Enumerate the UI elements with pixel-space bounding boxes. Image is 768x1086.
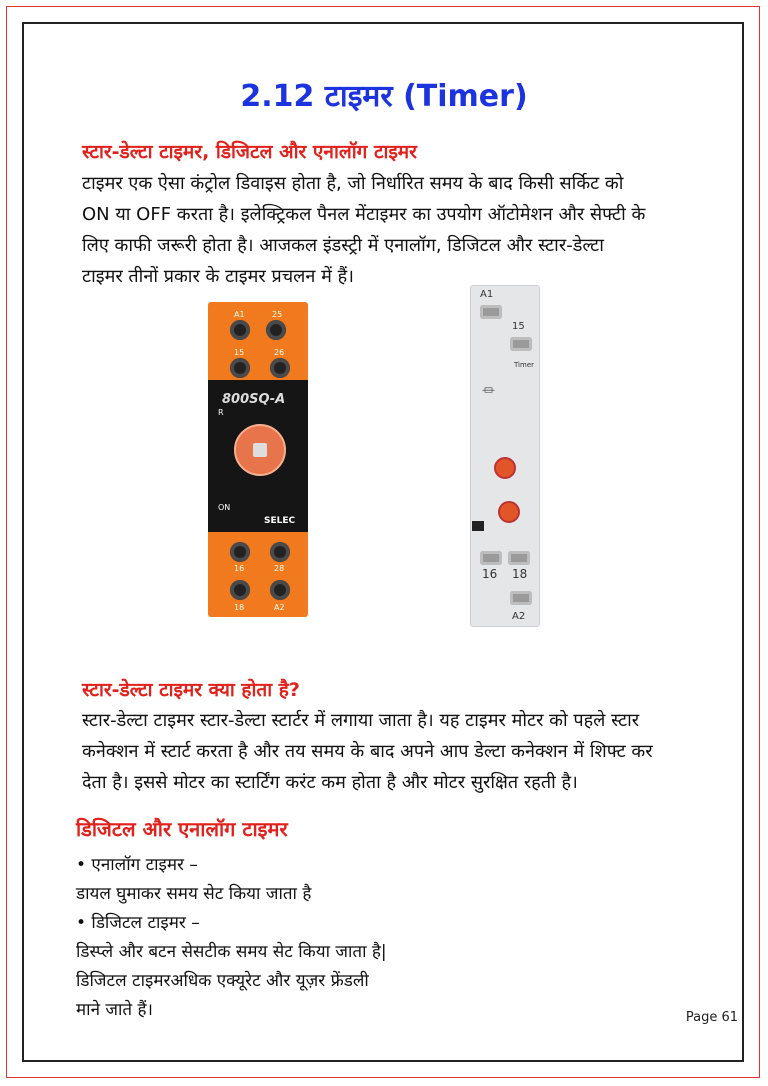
model-label: 800SQ-A: [222, 392, 286, 407]
terminal-screw: [270, 358, 290, 378]
page-number: Page 61: [685, 1010, 738, 1025]
terminal-label: 25: [272, 310, 283, 319]
terminal-screw: [480, 305, 502, 319]
terminal-screw: [508, 551, 530, 565]
terminal-label: 18: [234, 603, 245, 612]
terminal-label: 16: [482, 567, 498, 581]
terminal-label: A2: [512, 611, 526, 622]
text-line: टाइमर तीनों प्रकार के टाइमर प्रचलन में हैं।: [82, 266, 354, 287]
terminal-screw: [230, 320, 250, 340]
terminal-screw: [480, 551, 502, 565]
page-title: 2.12 टाइमर (Timer): [240, 79, 528, 114]
text-line: टाइमर एक ऐसा कंट्रोल डिवाइस होता है, जो निर्धारित समय के बाद किसी सर्किट को: [82, 173, 624, 194]
set-knob: [498, 501, 520, 523]
terminal-label: A1: [480, 289, 494, 300]
terminal-label: 28: [274, 564, 285, 573]
time-dial: [234, 424, 286, 476]
terminal-label: 15: [512, 321, 525, 332]
text-line: लिए काफी जरूरी होता है। आजकल इंडस्ट्री में एनालॉग, डिजिटल और स्टार-डेल्टा: [82, 235, 604, 256]
list-line: माने जाते हैं।: [76, 1000, 153, 1020]
star-delta-paragraph: [82, 705, 712, 798]
brand-logo: [472, 521, 484, 531]
list-line: डिस्प्ले और बटन सेसटीक समय सेट किया जाता है|: [76, 942, 387, 962]
terminal-label: 26: [274, 348, 285, 357]
text-line: कनेक्शन में स्टार्ट करता है और तय समय के बाद अपने आप डेल्टा कनेक्शन में शिफ्ट कर: [82, 741, 653, 762]
terminal-screw: [510, 591, 532, 605]
brand-label: SELEC: [264, 516, 296, 526]
intro-paragraph: [82, 168, 712, 292]
text-line: देता है। इससे मोटर का स्टार्टिंग करंट कम होता है और मोटर सुरक्षित रहती है।: [82, 772, 578, 793]
terminal-screw: [266, 320, 286, 340]
din-rail-timer-image: [470, 285, 540, 627]
list-line: डिजिटल टाइमरअधिक एक्यूरेट और यूज़र फ्रेंडली: [76, 971, 369, 991]
terminal-label: 15: [234, 348, 245, 357]
digital-analog-list: [76, 851, 706, 1025]
on-label: ON: [218, 503, 231, 512]
relay-symbol-icon: ⏛: [482, 384, 496, 399]
list-line: • डिजिटल टाइमर –: [76, 913, 200, 933]
terminal-label: A2: [274, 603, 285, 612]
terminal-label: 16: [234, 564, 245, 573]
section-heading-star-delta: स्टार-डेल्टा टाइमर क्या होता है?: [82, 679, 300, 701]
terminal-screw: [270, 542, 290, 562]
section-heading-timers: स्टार-डेल्टा टाइमर, डिजिटल और एनालॉग टाइमर: [82, 141, 417, 163]
section-heading-digital-analog: डिजिटल और एनालॉग टाइमर: [76, 817, 288, 841]
text-line: स्टार-डेल्टा टाइमर स्टार-डेल्टा स्टार्टर में लगाया जाता है। यह टाइमर मोटर को पहले स्टार: [82, 710, 640, 731]
terminal-screw: [230, 542, 250, 562]
list-line: • एनालॉग टाइमर –: [76, 855, 198, 875]
terminal-label: 18: [512, 567, 528, 581]
list-line: डायल घुमाकर समय सेट किया जाता है: [76, 884, 312, 904]
terminal-screw: [510, 337, 532, 351]
text-line: ON या OFF करता है। इलेक्ट्रिकल पैनल मेंटाइमर का उपयोग ऑटोमेशन और सेफ्टी के: [82, 204, 646, 225]
terminal-screw: [230, 358, 250, 378]
range-knob: [494, 457, 516, 479]
analog-timer-image: [208, 302, 308, 617]
terminal-screw: [230, 580, 250, 600]
terminal-label: A1: [234, 310, 245, 319]
relay-label: R: [218, 408, 224, 417]
product-label: Timer: [514, 361, 535, 369]
terminal-screw: [270, 580, 290, 600]
